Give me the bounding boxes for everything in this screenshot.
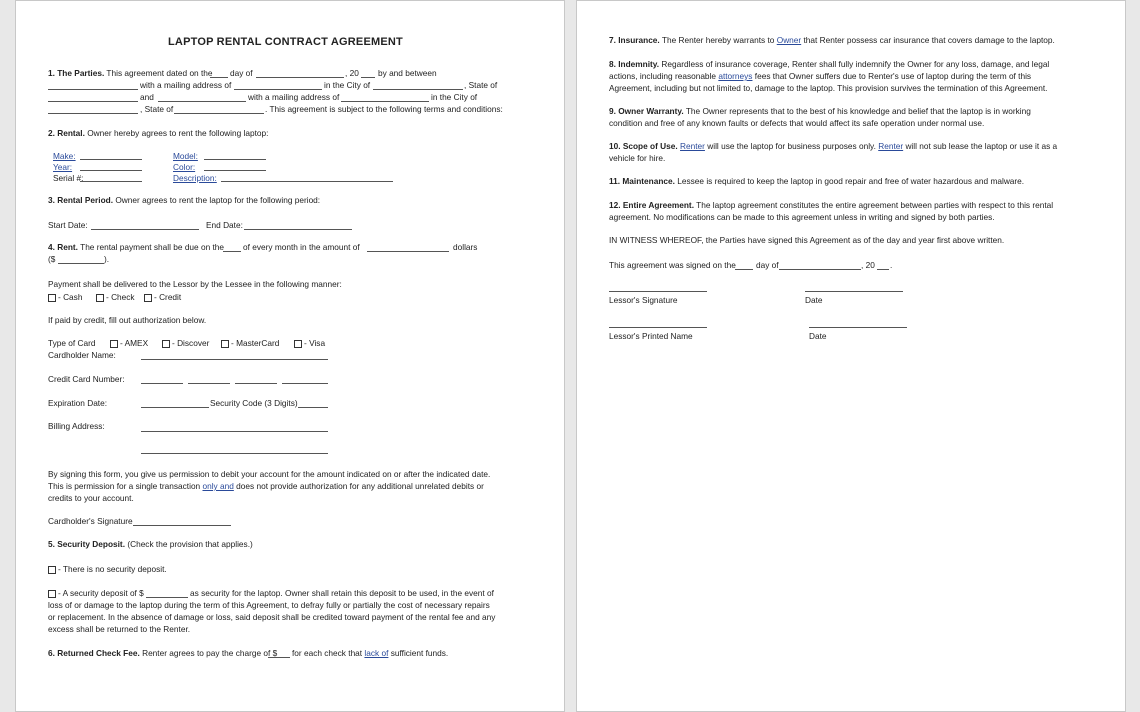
blank-line [223,251,241,252]
card-amex-option[interactable] [110,337,148,349]
authorization-line-1: By signing this form, you give us permission to debit your account for the amount indicated on or after the indicated date. [48,469,491,479]
text: Renter [680,141,705,151]
card-type-label: Type of Card [48,338,96,348]
lessor-printed-name-field[interactable] [609,327,707,328]
checkbox-icon [221,340,229,348]
text: , State of [464,80,498,90]
option-label: - Discover [172,338,210,348]
year-label: Year: [53,162,73,172]
section-6-heading: 6. Returned Check Fee. [48,648,140,658]
section-3-line [48,194,320,206]
year-field[interactable] [80,170,142,171]
option-label: - MasterCard [231,338,280,348]
serial-label: Serial #: [53,173,84,183]
serial-field[interactable] [80,181,142,182]
text: does not provide authorization for any additional unrelated debits or [236,481,484,491]
text: The Renter hereby warrants to [661,35,775,45]
blank-line [234,89,322,90]
cardholder-name-label: Cardholder Name: [48,350,116,360]
checkbox-icon [48,590,56,598]
checkbox-icon [48,294,56,302]
section-10-line-1 [609,140,1057,152]
end-date-field[interactable] [244,229,352,230]
document-title: LAPTOP RENTAL CONTRACT AGREEMENT [168,36,403,48]
text: . [890,260,893,270]
text: The Owner represents that to the best of his knowledge and belief that the laptop is in working [685,106,1031,116]
section-8-line-1 [609,58,1049,70]
lessor-signature-field[interactable] [609,291,707,292]
billing-address-field-2[interactable] [141,453,328,454]
section-8-heading: 8. Indemnity. [609,59,660,69]
description-label: Description: [173,173,217,183]
section-12-line-1 [609,199,1053,211]
model-field[interactable] [204,159,266,160]
make-label: Make: [53,151,76,161]
section-2-line [48,127,268,139]
checkbox-icon [294,340,302,348]
section-7-line [609,34,1055,46]
blank-line [361,77,375,78]
section-4-heading: 4. Rent. [48,242,78,252]
text: . This agreement is subject to the following terms and conditions: [265,104,503,114]
section-5-line [48,538,253,550]
text: with a mailing address of [140,80,232,90]
checkbox-icon [144,294,152,302]
description-field[interactable] [221,181,393,182]
text: by and between [378,68,437,78]
model-label: Model: [173,151,198,161]
no-deposit-option[interactable] [48,563,167,575]
text: of every month in the amount of [243,242,360,252]
option-label: - AMEX [120,338,149,348]
blank-line [48,101,138,102]
authorization-line-2 [48,480,484,492]
blank-line [174,113,264,114]
text: or replacement. In the absence of damage or loss, said deposit shall be credited toward payment of the rental fee and any [48,612,496,622]
text: will not sub lease the laptop or use it as a [905,141,1058,151]
section-7-heading: 7. Insurance. [609,35,660,45]
text: day of [756,260,779,270]
section-10-line-2: vehicle for hire. [609,153,666,163]
lessor-signature-label: Lessor's Signature [609,295,678,305]
text: actions, including reasonable [609,71,717,81]
text: ). [104,254,110,264]
cc-number-field-4[interactable] [282,383,328,384]
section-9-line-2: condition and free of any known faults or defects that would affect its safe operation under normal use. [609,118,985,128]
start-date-field[interactable] [91,229,199,230]
text: ($ [48,254,56,264]
checkbox-icon [110,340,118,348]
text: will use the laptop for business purposes only. [707,141,876,151]
section-5-heading: 5. Security Deposit. [48,539,126,549]
blank-line [373,89,463,90]
cardholder-signature-label: Cardholder's Signature [48,516,133,526]
date-1-label: Date [805,295,823,305]
text: for each check that [292,648,363,658]
blank-line [256,77,344,78]
cardholder-name-field[interactable] [141,359,328,360]
text: The rental payment shall be due on the [80,242,225,252]
date-2-field[interactable] [809,327,907,328]
signed-day-field[interactable] [735,269,753,270]
checkbox-icon [96,294,104,302]
text: The laptop agreement constitutes the entire agreement between parties with respect to this rental [696,200,1054,210]
payment-check-option[interactable] [96,291,135,303]
blank-line [58,263,104,264]
section-11-heading: 11. Maintenance. [609,176,675,186]
option-label: - A security deposit of $ [58,588,144,598]
cc-number-field-2[interactable] [188,383,230,384]
authorization-line-3: credits to your account. [48,493,134,503]
expiration-field[interactable] [141,407,209,408]
text: Renter agrees to pay the charge of $ [142,648,278,658]
text: with a mailing address of [248,92,340,102]
billing-address-label: Billing Address: [48,421,105,431]
section-9-line-1 [609,105,1031,117]
cc-number-field-3[interactable] [235,383,277,384]
cardholder-signature-field[interactable] [133,525,231,526]
section-9-heading: 9. Owner Warranty. [609,106,684,116]
blank-line [341,101,429,102]
blank-line [158,101,246,102]
section-1-line-1 [48,67,213,79]
option-label: - There is no security deposit. [58,564,167,574]
text: , 20 [345,68,359,78]
payment-intro: Payment shall be delivered to the Lessor by the Lessee in the following manner: [48,279,342,289]
text: Lessee is required to keep the laptop in good repair and free of water hazardous and malware. [677,176,1025,186]
section-10-heading: 10. Scope of Use. [609,141,678,151]
document-page-1 [15,0,565,712]
text: , State of [140,104,174,114]
text: that Renter possess car insurance that covers damage to the laptop. [803,35,1055,45]
text: (Check the provision that applies.) [127,539,253,549]
blank-line [48,113,138,114]
deposit-amount-field[interactable] [146,597,188,598]
deposit-option[interactable] [48,587,144,599]
billing-address-field-1[interactable] [141,431,328,432]
option-label: - Visa [304,338,326,348]
make-field[interactable] [80,159,142,160]
text: day of [230,68,253,78]
text: lack of [364,648,389,658]
section-4-line-1 [48,241,224,253]
checkbox-icon [48,566,56,574]
lessor-printed-name-label: Lessor's Printed Name [609,331,693,341]
text: in the City of [324,80,371,90]
card-mastercard-option[interactable] [221,337,279,349]
cc-number-field-1[interactable] [141,383,183,384]
signed-month-field[interactable] [779,269,861,270]
text: This is permission for a single transaction [48,481,201,491]
security-code-field[interactable] [298,407,328,408]
blank-line [210,77,228,78]
section-8-line-2 [609,70,1031,82]
text: Renter [878,141,904,151]
option-label: - Cash [58,292,83,302]
end-date-label: End Date: [206,220,243,230]
text: Owner hereby agrees to rent the following laptop: [87,128,269,138]
text: only and [202,481,234,491]
text: in the City of [431,92,478,102]
text: sufficient funds. [390,648,449,658]
text: Regardless of insurance coverage, Renter shall fully indemnify the Owner for any loss, damage, and legal [661,59,1050,69]
text: as security for the laptop. Owner shall retain this deposit to be used, in the event of [190,588,494,598]
payment-credit-option[interactable] [144,291,181,303]
payment-cash-option[interactable] [48,291,82,303]
card-visa-option[interactable] [294,337,325,349]
cc-number-label: Credit Card Number: [48,374,125,384]
checkbox-icon [162,340,170,348]
text: Owner [776,35,802,45]
text: attorneys [718,71,753,81]
fee-amount-field[interactable] [268,657,290,658]
security-code-label: Security Code (3 Digits) [210,398,298,408]
text: dollars [453,242,478,252]
color-label: Color: [173,162,196,172]
text: This agreement dated on the [106,68,213,78]
option-label: - Credit [154,292,182,302]
date-1-field[interactable] [805,291,903,292]
card-discover-option[interactable] [162,337,209,349]
option-label: - Check [106,292,135,302]
section-1-heading: 1. The Parties. [48,68,105,78]
section-12-heading: 12. Entire Agreement. [609,200,694,210]
text [292,647,448,659]
text: loss of or damage to the laptop during the term of this Agreement, to defray fully or partially the cost of necessary repairs [48,600,490,610]
section-2-heading: 2. Rental. [48,128,85,138]
document-page-2 [576,0,1126,712]
text: fees that Owner suffers due to Renter's use of laptop during the term of this [754,71,1032,81]
date-2-label: Date [809,331,827,341]
start-date-label: Start Date: [48,220,88,230]
color-field[interactable] [204,170,266,171]
credit-intro: If paid by credit, fill out authorization below. [48,315,207,325]
blank-line [367,251,449,252]
witness-statement: IN WITNESS WHEREOF, the Parties have signed this Agreement as of the day and year first above written. [609,235,1005,245]
section-11-line [609,175,1024,187]
section-6-line [48,647,277,659]
text: and [140,92,154,102]
signed-year-field[interactable] [877,269,889,270]
text: Owner agrees to rent the laptop for the following period: [115,195,321,205]
blank-line [48,89,138,90]
text: , 20 [861,260,875,270]
section-12-line-2: agreement. No modifications can be made to this agreement unless in writing and signed by both parties. [609,212,995,222]
signed-on-text: This agreement was signed on the [609,260,736,270]
expiration-label: Expiration Date: [48,398,108,408]
text: excess shall be returned to the Renter. [48,624,191,634]
section-8-line-3: Agreement, including but not limited to, damage to the laptop. This provision survives the termination of this Agreement. [609,83,1048,93]
section-3-heading: 3. Rental Period. [48,195,114,205]
